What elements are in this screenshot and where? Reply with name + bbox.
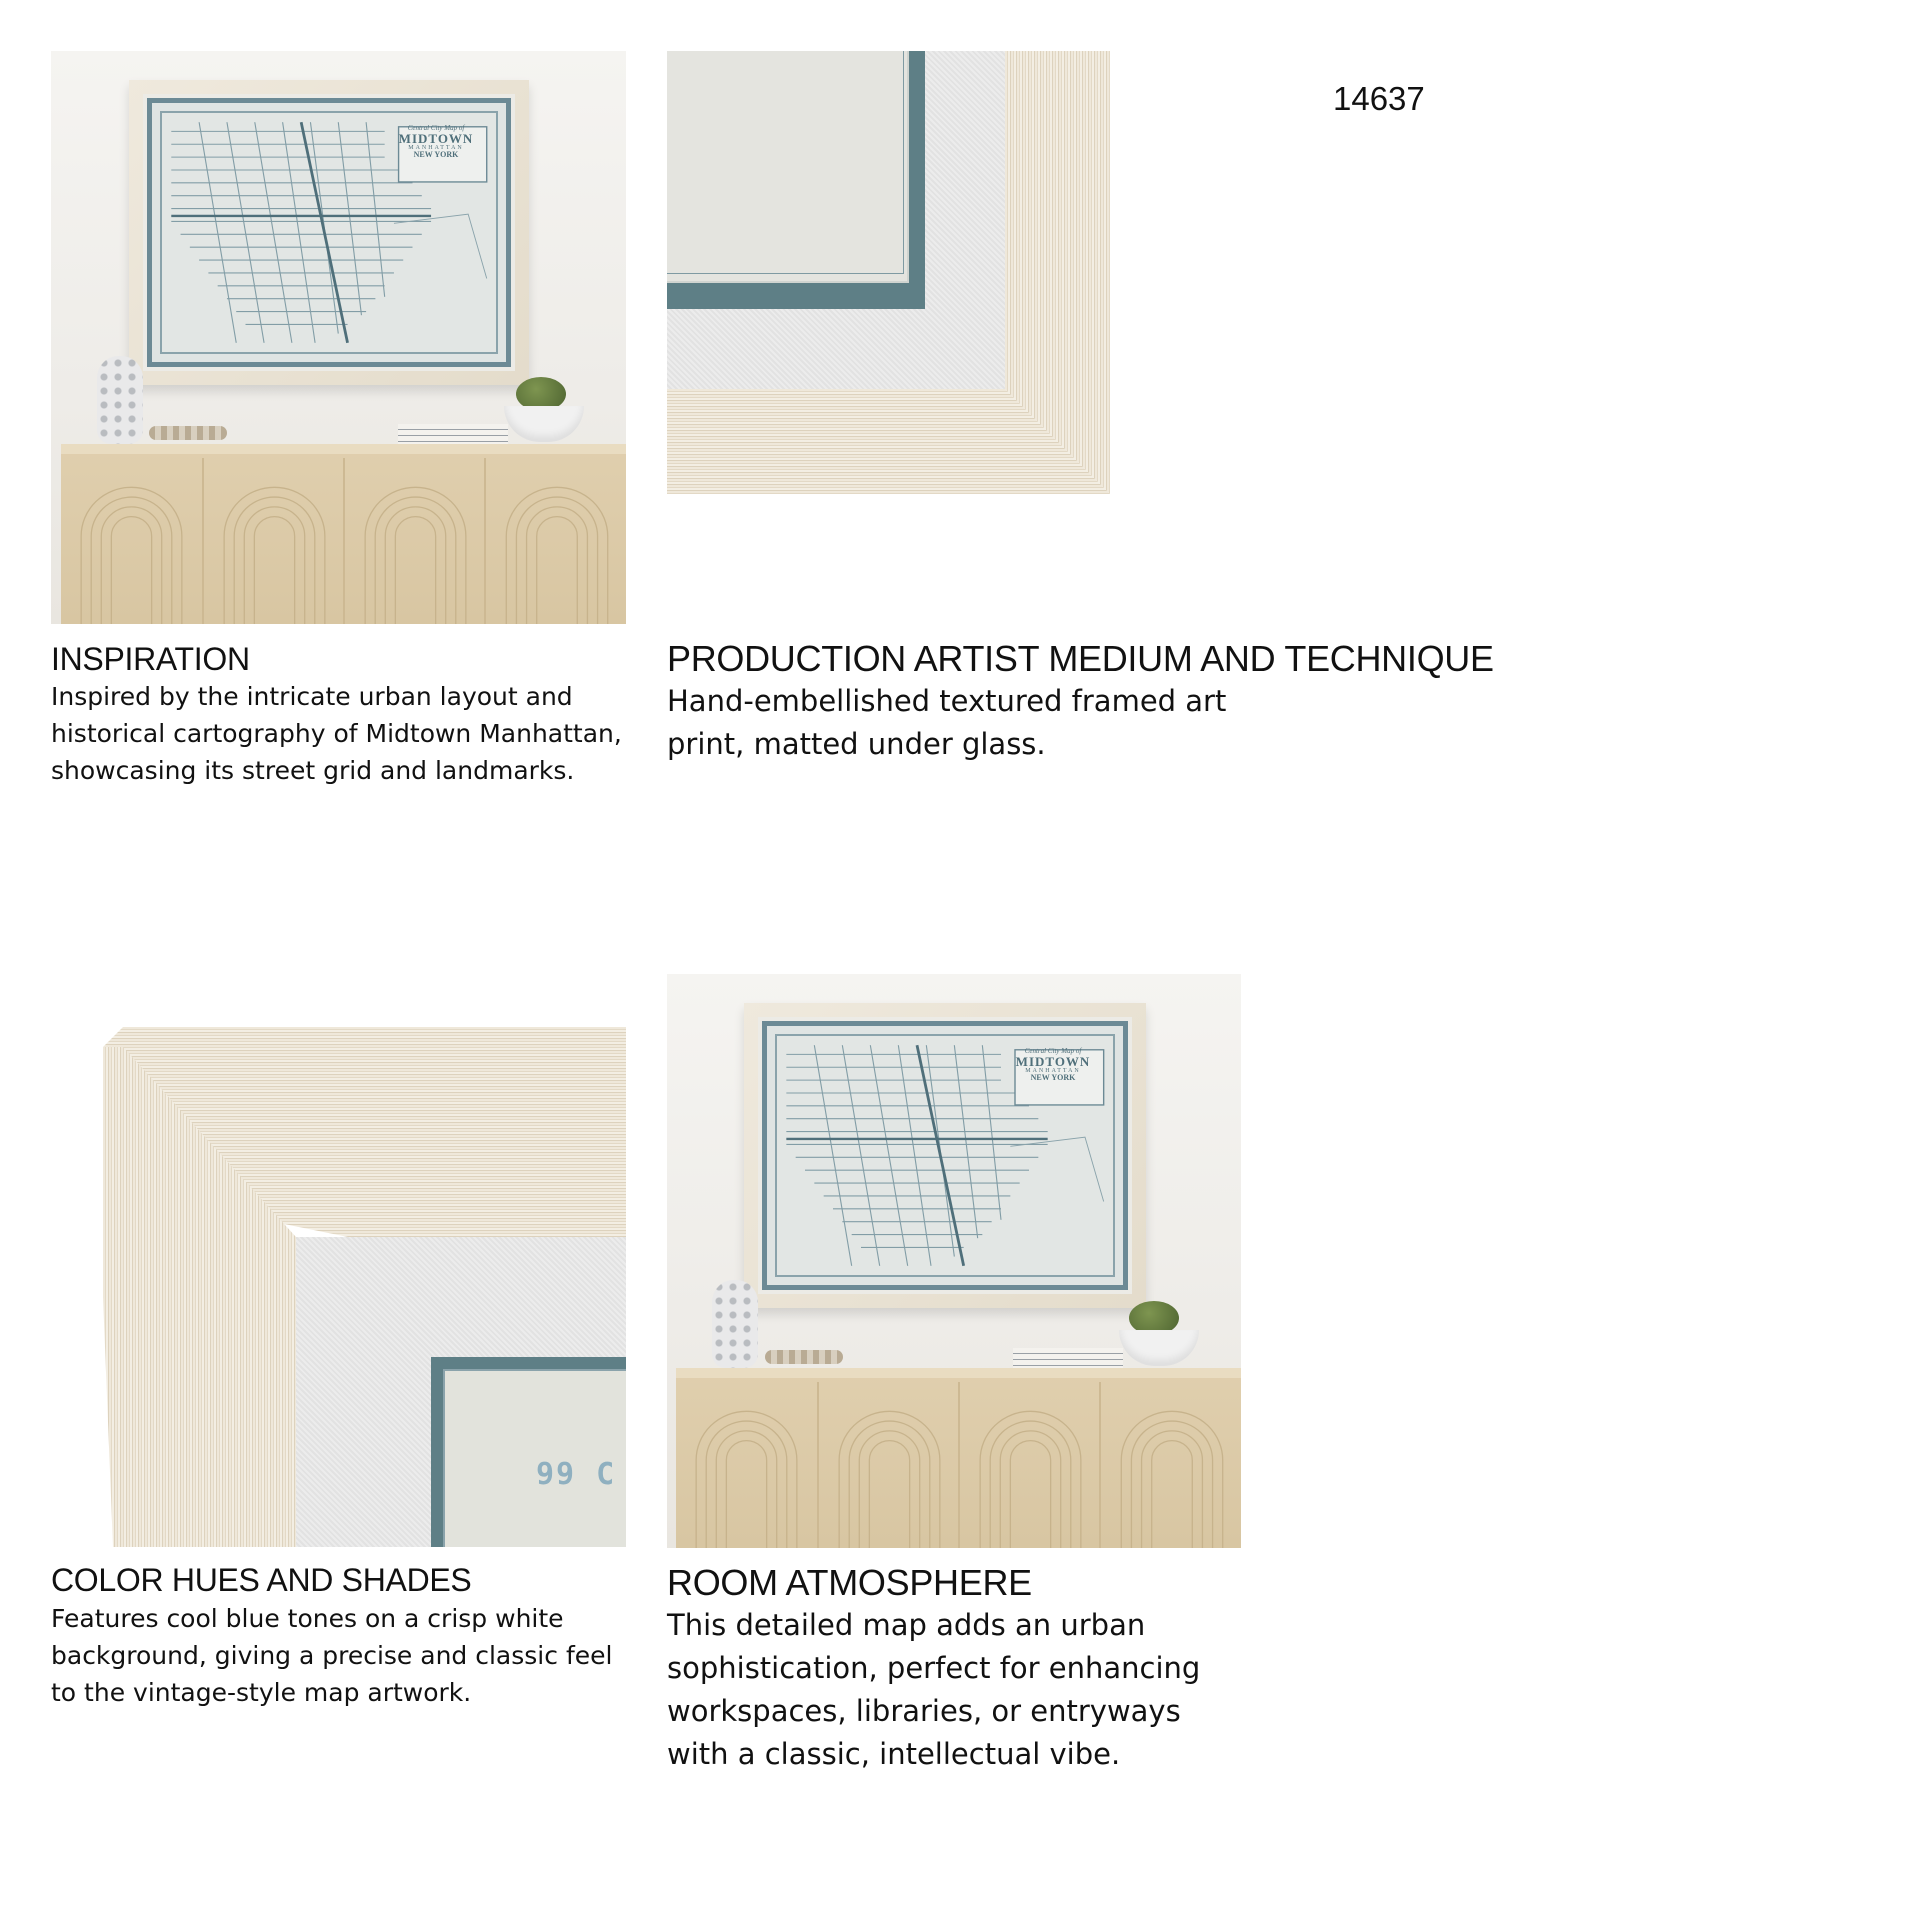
- map-cartouche-title: MIDTOWN: [398, 131, 474, 146]
- map-cartouche-title: MIDTOWN: [1015, 1054, 1091, 1069]
- map-cartouche-line1: Central City Map of: [407, 124, 465, 132]
- frame-corner-closeup-bottom: [51, 1027, 626, 1547]
- art-frame: [744, 1003, 1146, 1308]
- bowl: [504, 406, 584, 442]
- map-cartouche-line3: MANHATTAN: [1025, 1068, 1081, 1074]
- bead-garland: [149, 426, 227, 440]
- inspiration-heading: INSPIRATION: [51, 641, 250, 677]
- sideboard: [61, 444, 626, 624]
- bowl: [1119, 1330, 1199, 1366]
- room-photo-top: [51, 51, 626, 624]
- room-photo-bottom: [667, 974, 1241, 1548]
- book-stack: [1013, 1348, 1123, 1370]
- book-stack: [398, 424, 508, 446]
- room-heading: ROOM ATMOSPHERE: [667, 1562, 1032, 1603]
- map-cartouche-line3: MANHATTAN: [408, 145, 464, 151]
- frame-corner-closeup-top: [667, 51, 1110, 494]
- product-id: 14637: [1333, 80, 1425, 117]
- print-detail-text: 99 C: [536, 1457, 617, 1492]
- bead-garland: [765, 1350, 843, 1364]
- production-body: Hand-embellished textured framed art print, matted under glass.: [667, 684, 1227, 761]
- vase: [97, 356, 143, 444]
- map-cartouche-line1: Central City Map of: [1024, 1047, 1082, 1055]
- vase: [712, 1280, 758, 1368]
- color-body: Features cool blue tones on a crisp white background, giving a precise and classic feel to the vintage-style map artwork.: [51, 1604, 613, 1707]
- room-body: This detailed map adds an urban sophistication, perfect for enhancing workspaces, libraries, or entryways with a classic, intellectual vibe.: [667, 1608, 1201, 1771]
- sideboard: [676, 1368, 1241, 1548]
- art-frame: [129, 80, 529, 385]
- map-cartouche-line4: NEW YORK: [1030, 1073, 1076, 1082]
- inspiration-body: Inspired by the intricate urban layout and historical cartography of Midtown Manhattan, showcasing its street grid and landmarks.: [51, 682, 622, 785]
- color-heading: COLOR HUES AND SHADES: [51, 1562, 472, 1598]
- production-heading: PRODUCTION ARTIST MEDIUM AND TECHNIQUE: [667, 638, 1494, 679]
- map-cartouche-line4: NEW YORK: [413, 150, 459, 159]
